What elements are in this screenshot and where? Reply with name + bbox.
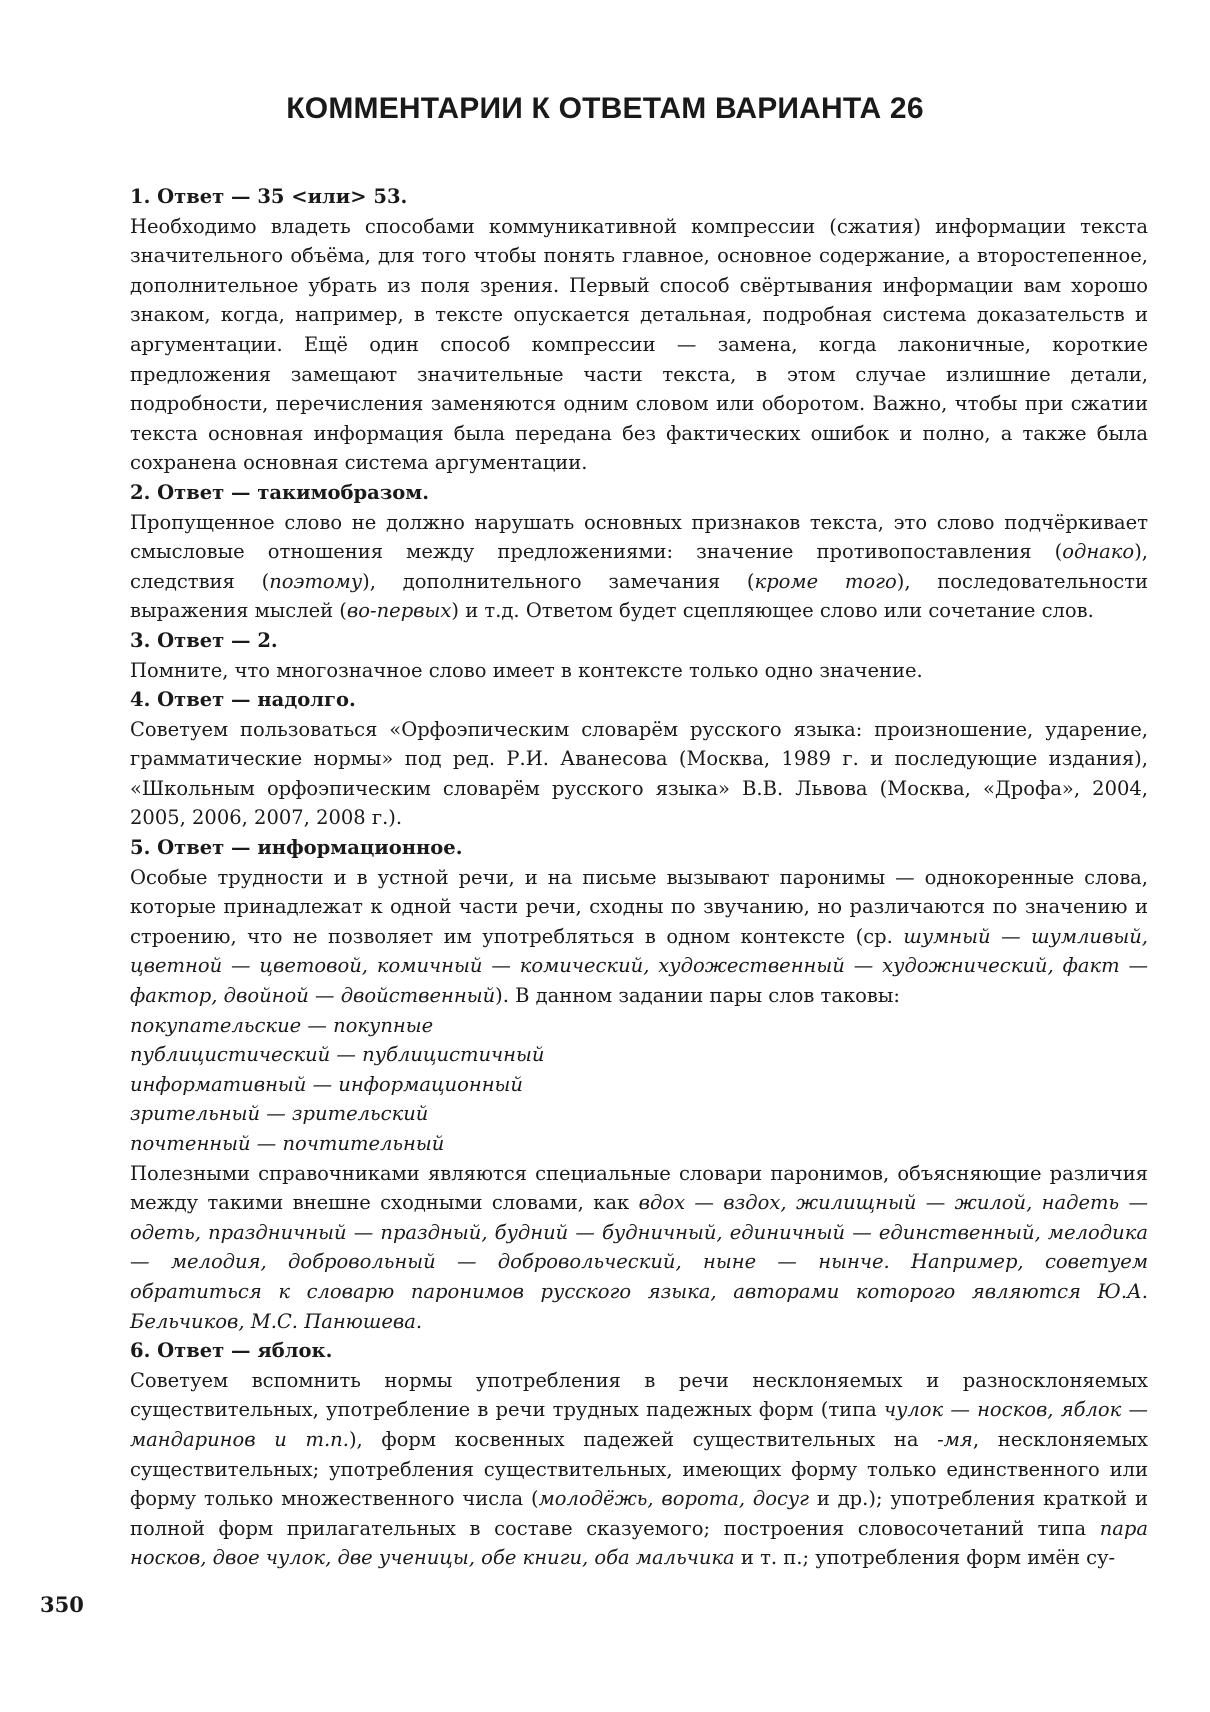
answer-2-comment: Пропущенное слово не должно нарушать основных признаков текста, это слово подчёркивает смысловые отношения между предложениями: значение противопоставления (однако), следствия (поэтому), дополнительного замечания (кроме того), последовательности выражения мыслей (во-первых) и т.д. Ответом будет сцепляющее слово или сочетание слов.: [130, 510, 1148, 623]
answer-6-comment: Советуем вспомнить нормы употребления в речи несклоняемых и разносклоняемых существительных, употребление в речи трудных падежных форм (типа чулок — носков, яблок — мандаринов и т.п.), форм косвенных падежей существительных на -мя, несклоняемых существительных; употребления существительных, имеющих форму только единственного или форму только множественного числа (молодёжь, ворота, досуг и др.); употребления краткой и полной форм прилагательных в составе сказуемого; построения словосочетаний типа пара носков, двое чулок, две ученицы, обе книги, оба мальчика и т. п.; употребления форм имён су-: [130, 1368, 1148, 1570]
answer-3-heading: 3. Ответ — 2.: [130, 628, 278, 652]
answer-2-heading: 2. Ответ — такимобразом.: [130, 480, 429, 504]
paronym-pair: покупательские — покупные: [130, 1013, 434, 1037]
paronym-pair: информативный — информационный: [130, 1072, 523, 1096]
answer-1-heading: 1. Ответ — 35 <или> 53.: [130, 185, 408, 208]
page-number: 350: [40, 1592, 84, 1617]
answer-4-heading: 4. Ответ — надолго.: [130, 688, 356, 712]
paronym-pair: публицистический — публицистичный: [130, 1043, 545, 1067]
answer-5-comment-continued: Полезными справочниками являются специальные словари паронимов, объясняющие различия между такими внешне сходными словами, как вдох — вздох, жилищный — жилой, надеть — одеть, праздничный — праздный, будний — будничный, единичный — единственный, мелодика — мелодия, добровольный — добровольческий, ныне — нынче. Например, советуем обратиться к словарю паронимов русского языка, авторами которого являются Ю.А. Бельчиков, М.С. Панюшева.: [130, 1161, 1149, 1333]
document-body: [130, 182, 1148, 1573]
paronym-pair: зрительный — зрительский: [130, 1102, 429, 1126]
page-title: КОММЕНТАРИИ К ОТВЕТАМ ВАРИАНТА 26: [286, 92, 924, 125]
paronym-pair: почтенный — почтительный: [130, 1132, 445, 1155]
answer-5-heading: 5. Ответ — информационное.: [130, 836, 463, 860]
answer-6-heading: 6. Ответ — яблок.: [130, 1339, 333, 1363]
answer-5-comment: Особые трудности и в устной речи, и на письме вызывают паронимы — однокоренные слова, которые принадлежат к одной части речи, сходны по звучанию, но различаются по значению и строению, что не позволяет им употребляться в одном контексте (ср. шумный — шумливый, цветной — цветовой, комичный — комический, художественный — художнический, факт — фактор, двойной — двойственный). В данном задании пары слов таковы:: [130, 865, 1148, 1008]
answer-1-comment: Необходимо владеть способами коммуникативной компрессии (сжатия) информации текста значительного объёма, для того чтобы понять главное, основное содержание, а второстепенное, дополнительное убрать из поля зрения. Первый способ свёртывания информации вам хорошо знаком, когда, например, в тексте опускается детальная, подробная система доказательств и аргументации. Ещё один способ компрессии — замена, когда лаконичные, короткие предложения замещают значительные части текста, в этом случае излишние детали, подробности, перечисления заменяются одним словом или оборотом. Важно, чтобы при сжатии текста основная информация была передана без фактических ошибок и полно, а также была сохранена основная система аргументации.: [130, 214, 1148, 475]
answer-3-comment: Помните, что многозначное слово имеет в контексте только одно значение.: [130, 658, 923, 682]
answer-4-comment: Советуем пользоваться «Орфоэпическим словарём русского языка: произношение, ударение, грамматические нормы» под ред. Р.И. Аванесова (Москва, 1989 г. и последующие издания), «Школьным орфоэпическим словарём русского языка» В.В. Львова (Москва, «Дрофа», 2004, 2005, 2006, 2007, 2008 г.).: [130, 717, 1148, 830]
